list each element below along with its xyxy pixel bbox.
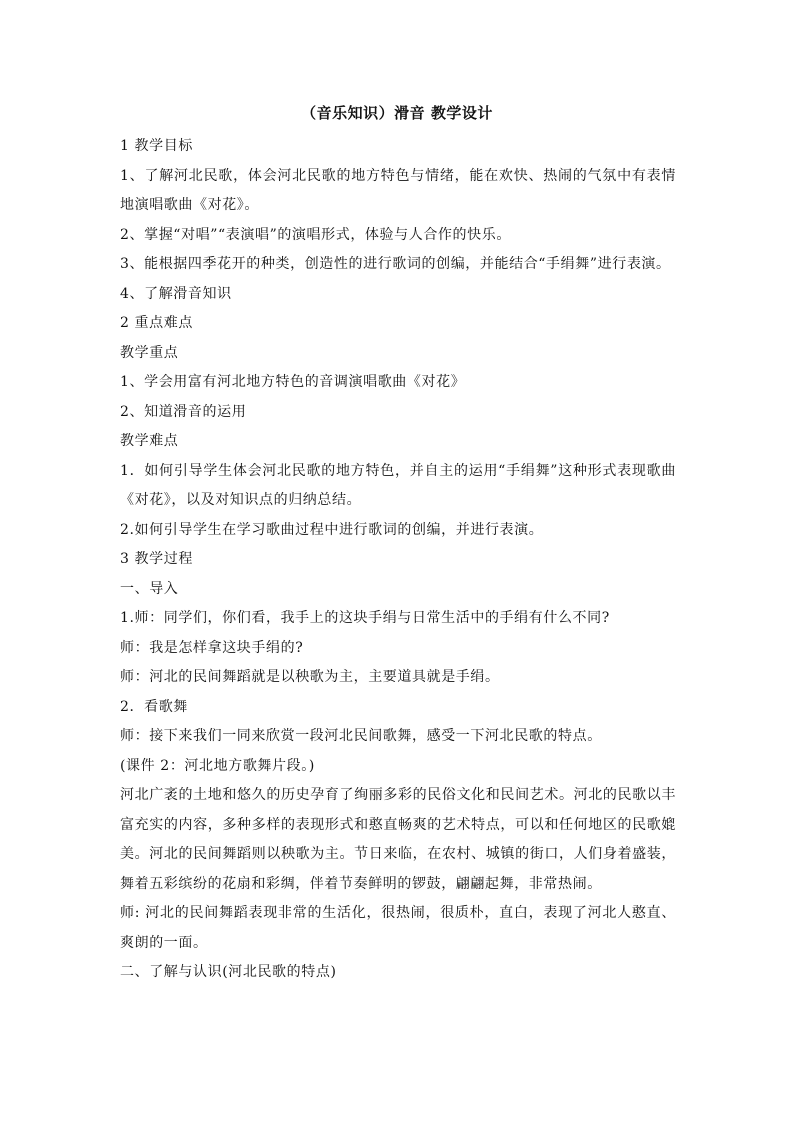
section-heading-objectives: 1 教学目标 — [120, 138, 193, 154]
subheading-understanding: 二、了解与认识(河北民歌的特点) — [120, 964, 337, 980]
subheading-intro: 一、导入 — [120, 580, 179, 597]
objective-4: 4、了解滑音知识 — [120, 285, 232, 302]
teacher-summary: 师: 河北的民间舞蹈表现非常的生活化，很热闹，很质朴，直白，表现了河北人憨直、爽朗的一面。 — [120, 905, 676, 951]
section-heading-key-points: 2 重点难点 — [120, 315, 193, 331]
objective-1: 1、了解河北民歌，体会河北民歌的地方特色与情绪，能在欢快、热闹的气氛中有表情地演唱歌曲《对花》。 — [120, 167, 676, 213]
courseware-note: (课件 2：河北地方歌舞片段。) — [120, 757, 315, 774]
objective-2: 2、掌握“对唱”“表演唱”的演唱形式，体验与人合作的快乐。 — [120, 226, 511, 243]
intro-line-2: 师：我是怎样拿这块手绢的? — [120, 639, 304, 656]
subheading-difficulties: 教学难点 — [120, 433, 179, 449]
difficulty-1: 1．如何引导学生体会河北民歌的地方特色，并自主的运用“手绢舞”这种形式表现歌曲《对花》，以及对知识点的归纳总结。 — [120, 462, 676, 508]
section-heading-process: 3 教学过程 — [120, 551, 193, 567]
watch-line-1: 师：接下来我们一同来欣赏一段河北民间歌舞，感受一下河北民歌的特点。 — [120, 728, 602, 744]
key-focus-2: 2、知道滑音的运用 — [120, 403, 247, 420]
difficulty-2: 2.如何引导学生在学习歌曲过程中进行歌词的创编，并进行表演。 — [120, 521, 544, 538]
intro-line-1: 1.师：同学们，你们看，我手上的这块手绢与日常生活中的手绢有什么不同? — [120, 610, 610, 626]
objective-3: 3、能根据四季花开的种类，创造性的进行歌词的创编，并能结合“手绢舞”进行表演。 — [120, 256, 671, 272]
document-body — [120, 132, 676, 988]
hebei-description: 河北广袤的土地和悠久的历史孕育了绚丽多彩的民俗文化和民间艺术。河北的民歌以丰富充实的内容，多种多样的表现形式和憨直畅爽的艺术特点，可以和任何地区的民歌媲美。河北的民间舞蹈则以秧歌为主。节日来临，在农村、城镇的街口，人们身着盛装，舞着五彩缤纷的花扇和彩绸，伴着节奏鲜明的锣鼓，翩翩起舞，非常热闹。 — [120, 787, 676, 892]
intro-line-3: 师：河北的民间舞蹈就是以秧歌为主，主要道具就是手绢。 — [120, 669, 500, 685]
subheading-key-focus: 教学重点 — [120, 344, 179, 361]
subheading-watch-dance: 2．看歌舞 — [120, 698, 188, 715]
document-title: （音乐知识）滑音 教学设计 — [301, 104, 493, 122]
key-focus-1: 1、学会用富有河北地方特色的音调演唱歌曲《对花》 — [120, 374, 466, 390]
